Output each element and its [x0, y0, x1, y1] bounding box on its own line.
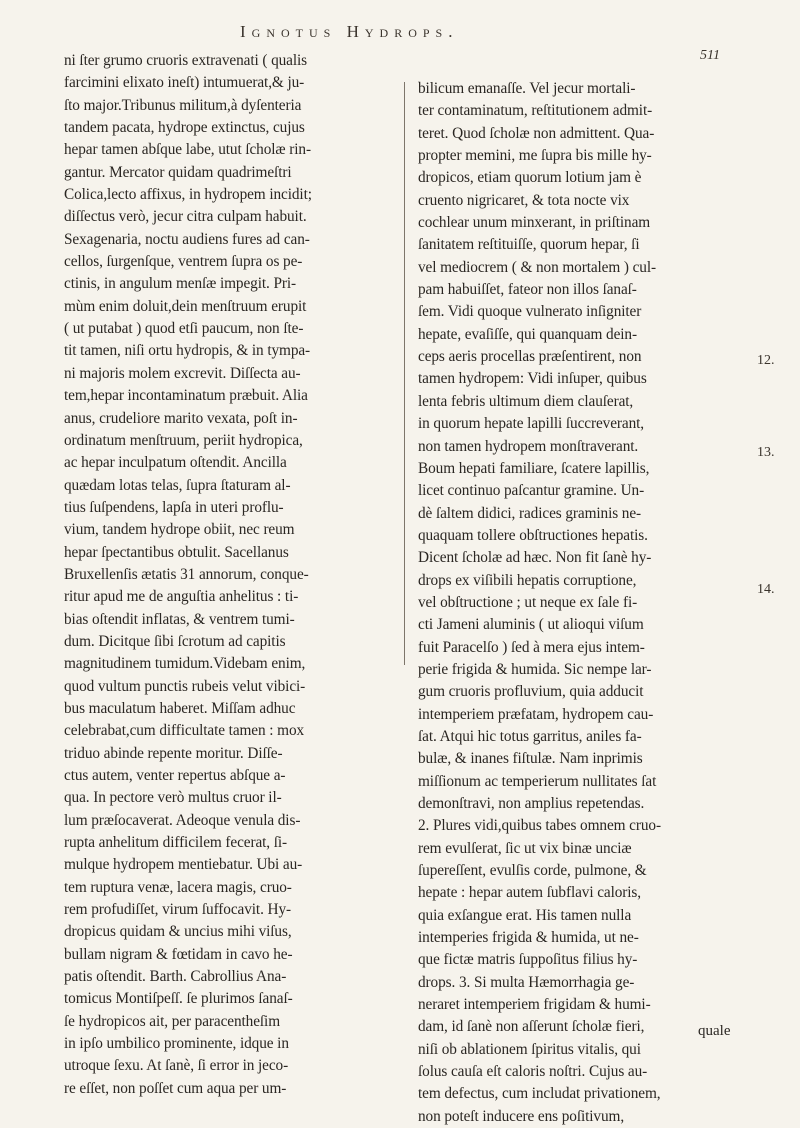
text-line: Boum hepati familiare, ſcatere lapillis,: [418, 459, 650, 477]
text-line: ſe hydropicos ait, per paracentheſim: [64, 1012, 280, 1030]
text-line: triduo abinde repente moritur. Diſſe-: [64, 744, 283, 762]
text-line: bilicum emanaſſe. Vel jecur mortali-: [418, 80, 636, 97]
text-line: re eſſet, non poſſet cum aqua per um-: [64, 1079, 287, 1097]
text-line: dum. Dicitque ſibi ſcrotum ad capitis: [64, 632, 286, 650]
text-line: non poteſt inducere ens poſitivum,: [418, 1107, 625, 1125]
text-line: vel mediocrem ( & non mortalem ) cul-: [418, 258, 656, 276]
text-line: patis oſtendit. Barth. Cabrollius Ana-: [64, 968, 287, 986]
text-line: utroque ſexu. At ſanè, ſi error in jeco-: [64, 1057, 289, 1075]
text-line: qua. In pectore verò multus cruor il-: [64, 789, 282, 807]
text-line: mùm enim doluit,dein menſtruum erupit: [64, 297, 307, 315]
margin-note-14: 14.: [757, 582, 775, 597]
text-line: magnitudinem tumidum.Videbam enim,: [64, 655, 306, 673]
text-line: ſupereſſent, evulſis corde, pulmone, &: [418, 862, 647, 880]
text-line: quædam lotas telas, ſupra ſtaturam al-: [64, 476, 291, 494]
text-line: hepate : hepar autem ſubflavi caloris,: [418, 884, 642, 902]
text-line: licet continuo paſcantur gramine. Un-: [418, 482, 645, 500]
text-line: tem defectus, cum includat privationem,: [418, 1085, 661, 1103]
text-line: drops ex viſibili hepatis corruptione,: [418, 571, 637, 589]
text-line: vium, tandem hydrope obiit, nec reum: [64, 521, 295, 539]
text-line: demonſtravi, non amplius repetendas.: [418, 795, 645, 812]
text-line: ſat. Atqui hic totus garritus, aniles fa-: [418, 727, 642, 745]
margin-note-13: 13.: [757, 445, 775, 460]
text-line: tandem pacata, hydrope extinctus, cujus: [64, 119, 305, 137]
text-line: mulque hydropem mentiebatur. Ubi au-: [64, 856, 303, 874]
text-line: teret. Quod ſcholæ non admittent. Qua-: [418, 124, 655, 142]
text-line: cochlear unum minxerant, in priſtinam: [418, 214, 651, 232]
text-line: Sexagenaria, noctu audiens fures ad can-: [64, 230, 310, 248]
text-line: ordinatum menſtruum, periit hydropica,: [64, 431, 303, 449]
text-line: tomicus Montiſpeſſ. ſe plurimos ſanaſ-: [64, 990, 293, 1008]
text-line: quia exſangue erat. His tamen nulla: [418, 906, 632, 924]
text-line: ctus autem, venter repertus abſque a-: [64, 767, 286, 784]
text-line: ritur apud me de anguſtia anhelitus : ti-: [64, 588, 299, 606]
text-line: tem,hepar incontaminatum præbuit. Alia: [64, 387, 308, 405]
text-line: quaquam tollere obſtructiones hepatis.: [418, 526, 648, 544]
text-line: ( ut putabat ) quod etſi paucum, non ſte-: [64, 320, 304, 338]
text-line: farcimini elixato ineſt) intumuerat,& ju-: [64, 74, 305, 92]
text-line: hepar tamen abſque labe, utut ſcholæ rin-: [64, 141, 311, 159]
column-divider: [404, 82, 405, 665]
text-line: gantur. Mercator quidam quadrimeſtri: [64, 163, 292, 181]
text-line: ter contaminatum, reſtitutionem admit-: [418, 102, 653, 120]
text-line: niſi ob ablationem ſpiritus vitalis, qui: [418, 1040, 641, 1058]
text-line: tamen hydropem: Vidi inſuper, quibus: [418, 370, 647, 388]
text-line: ceps aeris procellas præſentirent, non: [418, 348, 642, 366]
text-line: in quorum hepate lapilli ſuccreverant,: [418, 415, 644, 433]
text-line: anus, crudeliore marito vexata, poſt in-: [64, 409, 298, 427]
text-line: hepate, evaſiſſe, qui quanquam dein-: [418, 325, 637, 343]
text-line: bulæ, & inanes fiſtulæ. Nam inprimis: [418, 750, 643, 768]
text-line: ſem. Vidi quoque vulnerato inſigniter: [418, 303, 642, 321]
text-line: vel obſtructione ; ut neque ex ſale fi-: [418, 593, 638, 611]
text-line: gum cruoris profluvium, quia adducit: [418, 683, 644, 701]
text-line: lum præſocaverat. Adeoque venula dis-: [64, 811, 301, 829]
text-line: Bruxellenſis ætatis 31 annorum, conque-: [64, 565, 309, 583]
text-line: ſto major.Tribunus militum,à dyſenteria: [64, 96, 302, 114]
text-line: ac hepar inculpatum oſtendit. Ancilla: [64, 454, 287, 472]
text-line: drops. 3. Si multa Hæmorrhagia ge-: [418, 973, 635, 991]
text-line: 2. Plures vidi,quibus tabes omnem cruo-: [418, 817, 661, 835]
text-line: in ipſo umbilico prominente, idque in: [64, 1035, 289, 1053]
text-line: intemperies frigida & humida, ut ne-: [418, 929, 639, 947]
text-line: tem ruptura venæ, lacera magis, cruo-: [64, 878, 292, 896]
text-line: dam, id ſanè non aſſerunt ſcholæ fieri,: [418, 1018, 645, 1036]
text-line: rem evulſerat, ſic ut vix binæ unciæ: [418, 839, 632, 857]
text-line: ſanitatem reſtituiſſe, quorum hepar, ſi: [418, 236, 640, 254]
text-line: ſolus cauſa eſt caloris noſtri. Cujus au-: [418, 1063, 648, 1081]
left-column: [64, 50, 386, 1100]
text-line: perie frigida & humida. Sic nempe lar-: [418, 660, 652, 678]
text-line: propter memini, me ſupra bis mille hy-: [418, 147, 652, 165]
text-line: tius ſuſpendens, lapſa in uteri proflu-: [64, 498, 284, 516]
text-line: hepar ſpectantibus obtulit. Sacellanus: [64, 543, 289, 561]
text-line: bullam nigram & fœtidam in cavo he-: [64, 945, 293, 963]
text-line: cellos, ſurgenſque, ventrem ſupra os pe-: [64, 253, 303, 271]
text-line: que fictæ matris ſuppoſitus filius hy-: [418, 951, 638, 969]
catchword: quale: [698, 1023, 731, 1039]
text-line: Dicent ſcholæ ad hæc. Non fit ſanè hy-: [418, 549, 652, 567]
running-head: Ignotus Hydrops.: [240, 22, 459, 41]
text-line: miſſionum ac temperierum nullitates ſat: [418, 772, 657, 790]
margin-note-12: 12.: [757, 353, 775, 368]
text-line: tit tamen, niſi ortu hydropis, & in tympa-: [64, 342, 311, 360]
text-line: intemperiem præfatam, hydropem cau-: [418, 705, 654, 723]
text-line: cruento nigricaret, & tota nocte vix: [418, 191, 630, 209]
text-line: rem profudiſſet, virum ſuffocavit. Hy-: [64, 901, 292, 919]
text-line: neraret intemperiem frigidam & humi-: [418, 996, 651, 1014]
text-line: Colica,lecto affixus, in hydropem incidit;: [64, 186, 312, 204]
text-line: bus maculatum haberet. Miſſam adhuc: [64, 699, 296, 717]
text-line: quod vultum punctis rubeis velut vibici-: [64, 677, 306, 695]
text-line: diſſectus verò, jecur citra culpam habuit.: [64, 208, 307, 226]
text-line: dropicos, etiam quorum lotium jam è: [418, 169, 642, 187]
text-line: celebrabat,cum difficultate tamen : mox: [64, 722, 305, 740]
page-number: 511: [700, 48, 720, 63]
text-line: ctinis, in angulum menſæ impegit. Pri-: [64, 275, 297, 293]
text-line: non tamen hydropem monſtraverant.: [418, 437, 639, 455]
text-line: pam habuiſſet, fateor non illos ſanaſ-: [418, 281, 637, 299]
text-line: rupta anhelitum difficilem fecerat, ſi-: [64, 834, 288, 852]
text-line: bias oſtendit inflatas, & ventrem tumi-: [64, 610, 295, 628]
text-line: ni ſter grumo cruoris extravenati ( qualis: [64, 52, 308, 69]
text-line: fuit Paracelſo ) ſed à mera ejus intem-: [418, 638, 645, 656]
text-line: dè ſaltem didici, radices graminis ne-: [418, 504, 642, 522]
text-line: ni majoris molem excrevit. Diſſecta au-: [64, 364, 301, 382]
text-line: lenta febris ultimum diem clauſerat,: [418, 392, 634, 410]
text-line: cti Jameni aluminis ( ut alioqui viſum: [418, 616, 644, 634]
text-line: dropicus quidam & uncius mihi viſus,: [64, 923, 292, 941]
right-column: [418, 78, 748, 1128]
